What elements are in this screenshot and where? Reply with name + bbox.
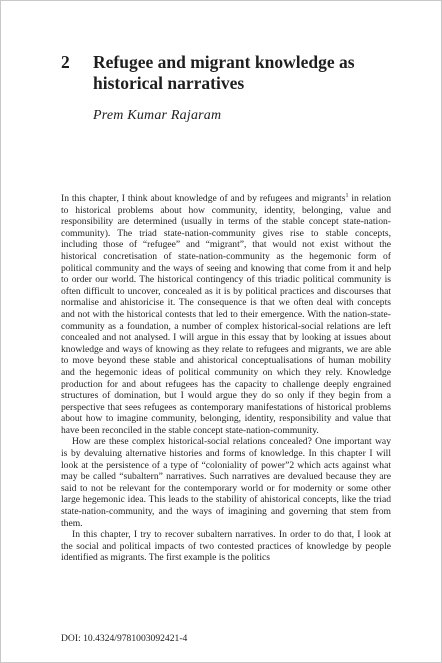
paragraph-1: [61, 193, 391, 436]
chapter-body: [61, 193, 391, 564]
footnote-marker[interactable]: 1: [345, 192, 349, 199]
chapter-title: Refugee and migrant knowledge as historical narratives: [93, 52, 355, 93]
doi-line: DOI: 10.4324/9781003092421-4: [61, 633, 188, 644]
paragraph-1-lead: In this chapter, I think about knowledge of and by refugees and migrants: [61, 193, 346, 204]
chapter-author: Prem Kumar Rajaram: [93, 108, 222, 123]
paragraph-1-rest: in relation to historical problems about how community, identity, belonging, value and responsibility are determined (usually in terms of the stable concept state-nation-community). The triad state-nation-community gives rise to stable concepts, including those of “refugee” and “migrant”, that would not exist without the historical concretisation of state-nation-community as the hegemonic form of political community and the ways of seeing and knowing that come from it and help to order our world. The historical contingency of this triadic political community is often difficult to uncover, concealed as it is by political practices and discourses that normalise and ahistoricise it. The consequence is that we often deal with concepts and not with the historical contests that led to their emergence. With the nation-state-community as a foundation, a number of complex historical-social relations are left concealed and not analysed. I will argue in this essay that by looking at issues about knowledge and ways of knowing as they relate to refugees and migrants, we are able to move beyond these stable and ahistorical conceptualisations of human mobility and the hegemonic ideas of political community on which they rely. Knowledge production for and about refugees has the capacity to challenge deeply engrained structures of domination, but I would argue they do so only if they begin from a perspective that sees refugees as contemporary manifestations of historical problems about how to imagine community, belonging, identity, responsibility and value that have been reconciled in the stable concept state-nation-community.: [61, 193, 391, 436]
chapter-number: 2: [61, 52, 70, 72]
paragraph-2: How are these complex historical-social relations concealed? One important way is by devaluing alternative histories and forms of knowledge. In this chapter I will look at the persistence of a type of “coloniality of power”2 which acts against what may be called “subaltern” narratives. Such narratives are devalued because they are said to not be relevant for the contemporary world or for modernity or some other large hegemonic idea. This leads to the stability of ahistorical concepts, like the triad state-nation-community, and the ways of imagining and governing that stem from them.: [61, 436, 391, 529]
paragraph-3: In this chapter, I try to recover subaltern narratives. In order to do that, I look at the social and political impacts of two contested practices of knowledge by people identified as migrants. The first example is the politics: [61, 529, 391, 564]
